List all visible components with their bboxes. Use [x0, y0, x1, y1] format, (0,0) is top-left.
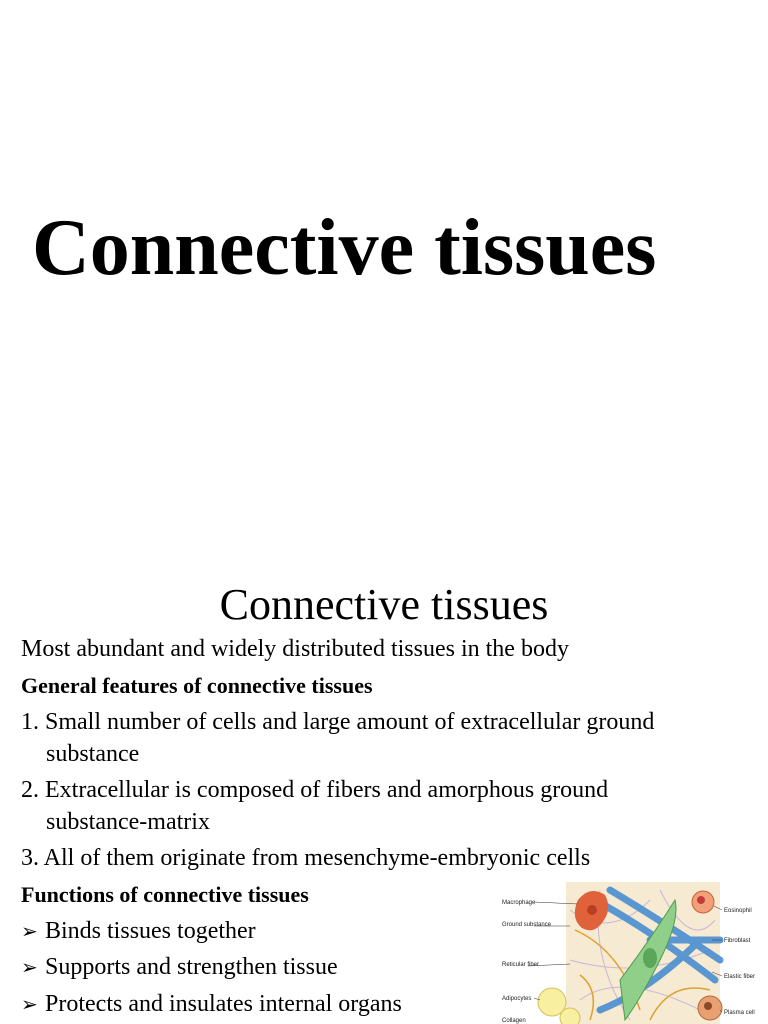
arrow-bullet-icon: ➢ [21, 955, 38, 979]
label-plasma-cell: Plasma cell [724, 1010, 755, 1016]
label-collagen: Collagen [502, 1018, 526, 1024]
label-adipocytes: Adipocytes [502, 996, 532, 1002]
slide-1-title: Connective tissues [32, 204, 657, 292]
connective-tissue-illustration [500, 880, 760, 1024]
feature-1-line-1: 1. Small number of cells and large amount of extracellular ground [21, 709, 655, 735]
arrow-bullet-icon: ➢ [21, 992, 38, 1016]
label-fibroblast: Fibroblast [724, 938, 751, 944]
functions-heading: Functions of connective tissues [21, 882, 309, 907]
feature-2-line-2: substance-matrix [46, 809, 210, 835]
function-item-1 [21, 916, 256, 946]
label-ground-substance: Ground substance [502, 922, 552, 928]
function-item-2 [21, 952, 338, 982]
function-item-2-text: Supports and strengthen tissue [45, 954, 338, 980]
function-item-3-text: Protects and insulates internal organs [45, 991, 402, 1017]
features-heading: General features of connective tissues [21, 673, 373, 698]
slide-2-title: Connective tissues [219, 580, 549, 629]
label-reticular-fiber: Reticular fiber [502, 962, 540, 968]
feature-3-line-1: 3. All of them originate from mesenchyme-embryonic cells [21, 845, 591, 871]
function-item-1-text: Binds tissues together [45, 918, 256, 944]
label-elastic-fiber: Elastic fiber [724, 974, 756, 980]
label-macrophage: Macrophage [502, 900, 536, 906]
feature-1-line-2: substance [46, 741, 140, 767]
arrow-bullet-icon: ➢ [21, 919, 38, 943]
intro-text: Most abundant and widely distributed tissues in the body [21, 636, 569, 662]
feature-2-line-1: 2. Extracellular is composed of fibers and amorphous ground [21, 777, 609, 803]
function-item-3 [21, 989, 402, 1019]
label-eosinophil: Eosinophil [724, 908, 752, 914]
